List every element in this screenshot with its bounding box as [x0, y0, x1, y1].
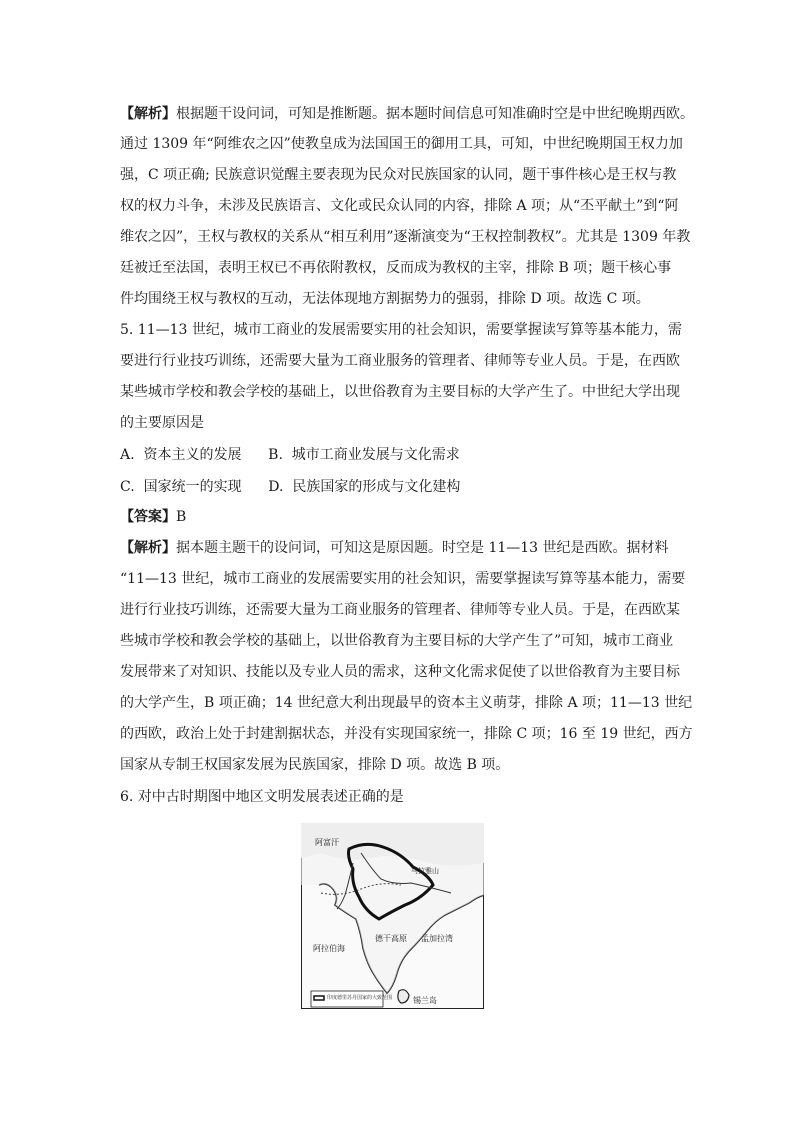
q5-analysis-line-8: 国家从专制王权国家发展为民族国家，排除 D 项。故选 B 项。 — [120, 757, 510, 773]
q4-analysis-line-2: 通过 1309 年“阿维农之囚”使教皇成为法国国王的御用工具，可知，中世纪晚期国王权力加 — [120, 136, 683, 152]
map-label-himalaya: 马拉雅山 — [411, 867, 439, 875]
q5-analysis-line-4: 些城市学校和教会学校的基础上，以世俗教育为主要目标的大学产生了”可知，城市工商业 — [120, 633, 674, 649]
q5-stem-line-4: 的主要原因是 — [120, 415, 204, 431]
q5-analysis-line-7: 的西欧，政治上处于封建割据状态，并没有实现国家统一，排除 C 项；16 至 19 世纪，西方 — [120, 726, 693, 742]
q4-analysis-line-6: 廷被迁至法国，表明王权已不再依附教权，反而成为教权的主宰，排除 B 项；题干核心事 — [120, 260, 672, 276]
q5-analysis-line-1: 【解析】据本题主题干的设问词，可知这是原因题。时空是 11—13 世纪是西欧。据材料 — [120, 540, 669, 556]
q6-stem: 6. 对中古时期图中地区文明发展表述正确的是 — [120, 789, 404, 805]
q4-analysis-line-4: 权的权力斗争，未涉及民族语言、文化或民众认同的内容，排除 A 项；从“丕平献土”到“阿 — [120, 198, 679, 214]
q5-analysis-line-5: 发展带来了对知识、技能以及专业人员的需求，这种文化需求促使了以世俗教育为主要目标 — [120, 664, 680, 680]
q5-analysis-line-6: 的大学产生，B 项正确；14 世纪意大利出现最早的资本主义萌芽，排除 A 项；11—13 世纪 — [120, 695, 693, 711]
map-legend-text: 印度德里苏丹国家的大致范围 — [327, 995, 393, 1001]
q5-options-row-2: C. 国家统一的实现 D. 民族国家的形成与文化建构 — [120, 479, 461, 495]
q5-analysis-line-3: 进行行业技巧训练，还需要大量为工商业服务的管理者、律师等专业人员。于是，在西欧某 — [120, 602, 680, 618]
q5-stem-line-2: 要进行行业技巧训练，还需要大量为工商业服务的管理者、律师等专业人员。于是，在西欧 — [120, 353, 680, 369]
q4-analysis-line-1: 【解析】根据题干设问词，可知是推断题。据本题时间信息可知准确时空是中世纪晚期西欧。 — [120, 106, 694, 122]
analysis-label: 【解析】 — [120, 106, 176, 122]
answer-value: B — [176, 509, 187, 525]
q5-answer — [120, 507, 186, 527]
q5-stem-line-3: 某些城市学校和教会学校的基础上，以世俗教育为主要目标的大学产生了。中世纪大学出现 — [120, 384, 680, 400]
map-label-deccan: 德干高原 — [375, 934, 407, 943]
q4-analysis-line-7: 件均围绕王权与教权的互动，无法体现地方割据势力的强弱，排除 D 项。故选 C 项。 — [120, 291, 650, 307]
q4-analysis-line-5: 维农之囚”，王权与教权的关系从“相互利用”逐渐演变为“王权控制教权”。尤其是 1309 年教 — [120, 229, 691, 245]
q5-stem-line-1: 5. 11—13 世纪，城市工商业的发展需要实用的社会知识，需要掌握读写算等基本能力，需 — [120, 322, 682, 338]
map-label-arabian-sea: 阿拉伯海 — [313, 944, 345, 953]
map-label-afghanistan: 阿富汗 — [315, 838, 339, 847]
q4-analysis-line-3: 强，C 项正确; 民族意识觉醒主要表现为民众对民族国家的认同，题干事件核心是王权与教 — [120, 167, 677, 183]
india-map-figure — [301, 823, 484, 1009]
map-label-sri-lanka: 锡兰岛 — [413, 996, 437, 1005]
q5-analysis-line-2: “11—13 世纪，城市工商业的发展需要实用的社会知识，需要掌握读写算等基本能力，需要 — [120, 571, 686, 587]
map-label-bengal: 孟加拉湾 — [421, 934, 453, 943]
analysis-label: 【解析】 — [120, 540, 176, 556]
answer-label: 【答案】 — [120, 509, 176, 525]
q5-options-row-1: A. 资本主义的发展 B. 城市工商业发展与文化需求 — [120, 447, 460, 463]
